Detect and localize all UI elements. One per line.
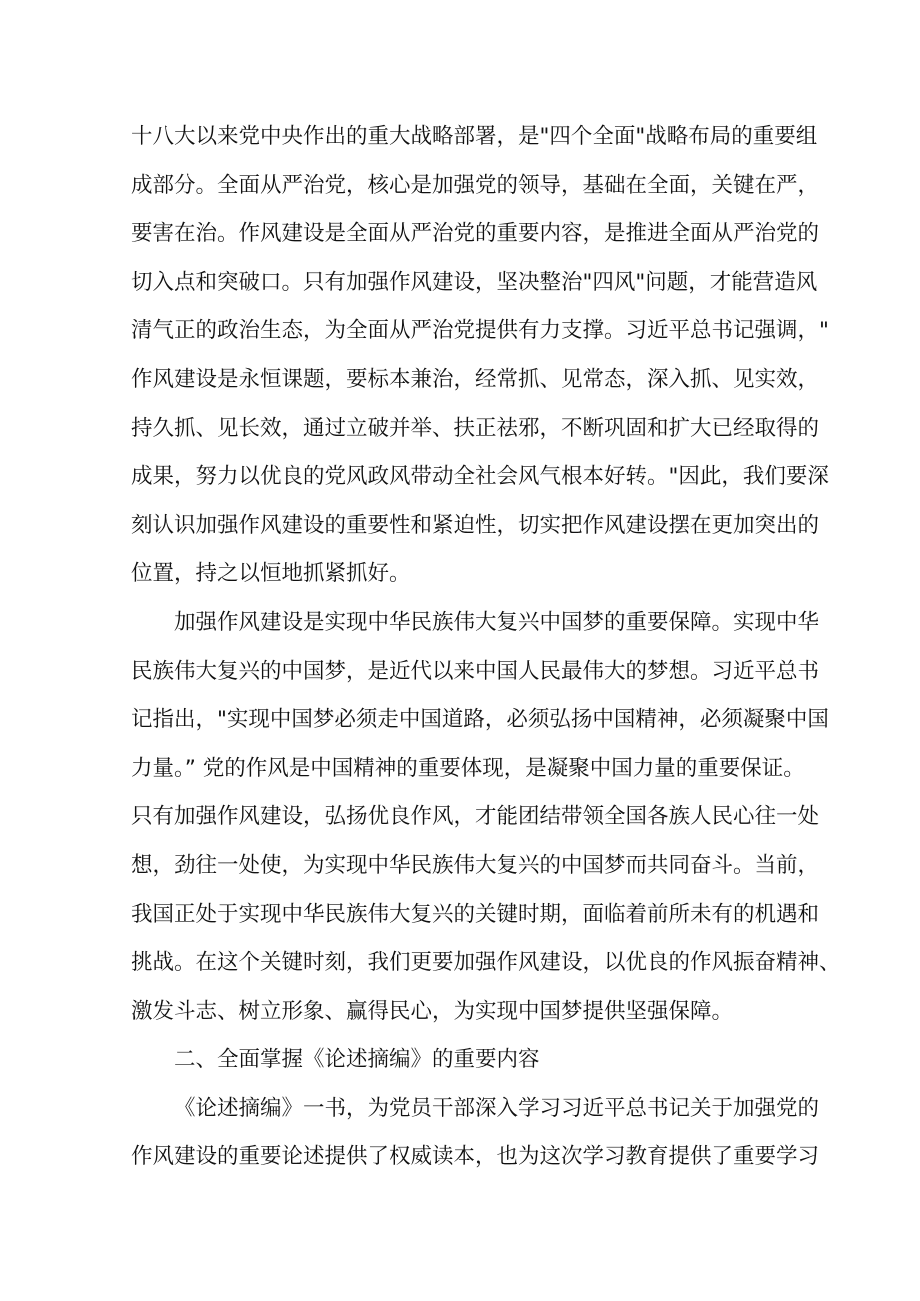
paragraph-compilation (131, 1085, 820, 1182)
text-line: 要害在治。作风建设是全面从严治党的重要内容，是推进全面从严治党的 (131, 221, 820, 247)
section-heading-text: 二、全面掌握《论述摘编》的重要内容 (174, 1047, 540, 1073)
text-line: 加强作风建设是实现中华民族伟大复兴中国梦的重要保障。实现中华 (174, 609, 820, 635)
text-line: 作风建设的重要论述提供了权威读本，也为这次学习教育提供了重要学习 (131, 1144, 820, 1170)
text-line: 持久抓、见长效，通过立破并举、扶正祛邪，不断巩固和扩大已经取得的 (131, 415, 820, 441)
text-line: 想，劲往一处使，为实现中华民族伟大复兴的中国梦而共同奋斗。当前， (131, 852, 820, 878)
text-line: 记指出，"实现中国梦必须走中国道路，必须弘扬中国精神，必须凝聚中国 (131, 707, 829, 733)
text-line: 《论述摘编》一书，为党员干部深入学习习近平总书记关于加强党的 (174, 1095, 820, 1121)
text-line: 民族伟大复兴的中国梦，是近代以来中国人民最伟大的梦想。习近平总书 (131, 658, 820, 684)
text-line: 成果，努力以优良的党风政风带动全社会风气根本好转。"因此，我们要深 (131, 464, 829, 490)
text-line: 只有加强作风建设，弘扬优良作风，才能团结带领全国各族人民心往一处 (131, 804, 820, 830)
paragraph-party-building (131, 113, 829, 599)
paragraph-chinese-dream (131, 599, 841, 1036)
text-line: 力量。” 党的作风是中国精神的重要体现，是凝聚中国力量的重要保证。 (131, 755, 805, 781)
text-line: 作风建设是永恒课题，要标本兼治，经常抓、见常态，深入抓、见实效， (131, 366, 820, 392)
text-line: 我国正处于实现中华民族伟大复兴的关键时期，面临着前所未有的机遇和 (131, 901, 820, 927)
document-body (131, 113, 841, 1182)
text-line: 位置，持之以恒地抓紧抓好。 (131, 561, 411, 587)
text-line: 清气正的政治生态，为全面从严治党提供有力支撑。习近平总书记强调，" (131, 318, 829, 344)
text-line: 十八大以来党中央作出的重大战略部署，是"四个全面"战略布局的重要组 (131, 124, 818, 149)
section-heading (131, 1036, 791, 1085)
text-line: 激发斗志、树立形象、赢得民心，为实现中国梦提供坚强保障。 (131, 998, 734, 1024)
text-line: 挑战。在这个关键时刻，我们更要加强作风建设，以优良的作风振奋精神、 (131, 950, 841, 976)
text-line: 成部分。全面从严治党，核心是加强党的领导，基础在全面，关键在严， (131, 172, 820, 198)
text-line: 切入点和突破口。只有加强作风建设，坚决整治"四风"问题，才能营造风 (131, 269, 818, 295)
text-line: 刻认识加强作风建设的重要性和紧迫性，切实把作风建设摆在更加突出的 (131, 512, 820, 538)
